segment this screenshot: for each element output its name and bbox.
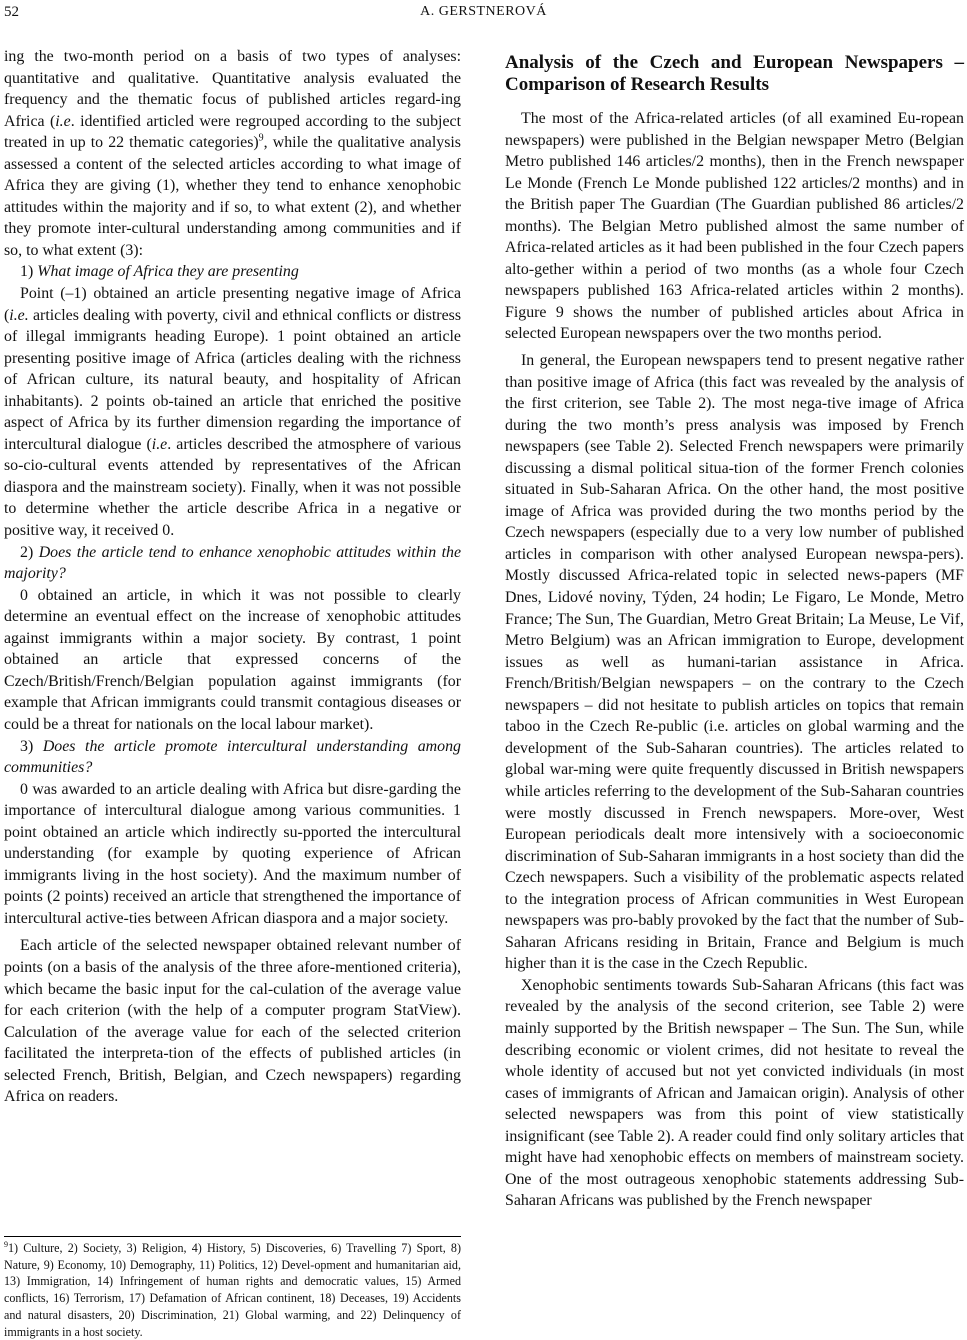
- paragraph: Each article of the selected newspaper obtained relevant number of points (on a basis of the analysis of the three afore-mentioned criteria), which became the basic input for the cal-culation of the average value for each criterion (with the help of a computer program StatView). Calculation of the average value for each of the selected criterion facilitated the interpreta-tion of the effects of published articles (in selected French, British, Belgian, and Czech newspapers) regarding Africa on readers.: [4, 937, 461, 1106]
- paragraph: 0 obtained an article, in which it was not possible to clearly determine an eventual effect on the increase of xenophobic attitudes against immigrants within a major society. By contrast, 1 point obtained an article that expressed concerns of the Czech/British/French/Belgian population against immigrants (for example that African immigrants could transmit contagious diseases or could be a threat for nationals on the local labour market).: [4, 586, 461, 733]
- section-heading: Analysis of the Czech and European Newspapers – Comparison of Research Results: [505, 52, 964, 95]
- page-number: 52: [4, 4, 19, 20]
- paragraph: In general, the European newspapers tend to present negative rather than positive image of Africa (this fact was revealed by the analysis of the first criterion, see Table 2). The most nega-tive image of Africa during the two month’s press analysis was imposed by French newspapers (see Table 2). Selected French newspapers were primarily discussing a dismal political situa-tion of the former French colonies situated in Sub-Saharan Africa. On the other hand, the most positive image of Africa was provided during the two months period by the Czech newspapers (especially due to a very low number of published articles in comparison with other analysed European newspa-pers). Mostly discussed Africa-related topic in selected news-papers (MF Dnes, Lidové noviny, Týden, 24 hodin; Le Figaro, Le Monde, Metro France; The Sun, The Guardian, Metro Great Britain; La Meuse, Le Vif, Metro Belgium) was an African immigration to Europe, development issues as well as humani-tarian assistance in Africa. French/British/Belgian newspapers – on the contrary to the Czech newspapers – did not hesitate to publish articles on topics that remain taboo in the Czech Re-public (i.e. articles on global warming and the development of the Sub-Saharan countries). The articles related to global war-ming were quite frequently discussed in British newspapers while articles referring to the development of the Sub-Saharan countries were mostly discussed in French newspapers. More-over, West European periodicals dealt more intensively with a socioeconomic discrimination of Sub-Saharan immigrants in a host society than did the Czech newspapers. Such a visibility of the problematic aspects related to the integration process of African communities in West European newspapers was pro-bably provoked by the fact that the number of Sub-Saharan Africans residing in Britain, France and Belgium is much higher than it is the case in the Czech Republic.: [505, 352, 964, 973]
- paragraph: Point (–1) obtained an article presenting negative image of Africa (i.e. articles dealing with poverty, civil and ethnical conflicts or distress of illegal immigrants heading Europe). 1 point obtained an article presenting positive image of Africa (articles dealing with the richness of African culture, its natural beauty, and hospitality of African inhabitants). 2 points ob-tained an article that enriched the positive aspect of Africa by its further dimension regarding the importance of intercultural dialogue (i.e. articles described the atmosphere of various so-cio-cultural events attended by representatives of the African diaspora and the mainstream society). Finally, when it was not possible to determine whether the article describe Africa in a negative or positive way, it received 0.: [4, 285, 461, 540]
- footnote: $^9$1) Culture, 2) Society, 3) Religion, 4) History, 5) Discoveries, 6) Travelling 7) Sport, 8) Nature, 9) Economy, 10) Demography, 11) Politics, 12) Devel-opment and humanitarian aid, 13) Immigration, 14) Infringement of human rights and democratic values, 15) Armed conflicts, 16) Terrorism, 17) Defamation of African continent, 18) Deceases, 19) Accidents and natural disasters, 20) Discrimination, 21) Global warming, and 22) Delinquency of immigrants in a host society.: [4, 1239, 461, 1339]
- paragraph: The most of the Africa-related articles (of all examined Eu-ropean newspapers) were published in the Belgian newspaper Metro (Belgian Metro published 146 articles/2 months), then in the French newspaper Le Monde (French Le Monde published 122 articles/2 months) and in the British paper The Guardian (The Guardian published 86 articles/2 months). The Belgian Metro published almost the same number of Africa-related articles as it had been published in the four Czech papers alto-gether within a period of two months (as a whole four Czech newspapers published 163 Africa-related articles within 2 months). Figure 9 shows the number of published articles about Africa in selected European newspapers over the two months period.: [505, 110, 964, 343]
- criterion-heading-1: 1) What image of Africa they are presenting: [20, 263, 299, 281]
- paragraph: 0 was awarded to an article dealing with Africa but disre-garding the importance of intercultural dialogue among various communities. 1 point obtained an article which indirectly su-pported the intercultural understanding (for example by quoting experience of African immigrants living in the host society). And the maximum number of points (2 points) received an article that strengthened the importance of intercultural active-ties between African diaspora and a major society.: [4, 780, 461, 927]
- footnote-ref: 9: [258, 132, 264, 144]
- criterion-heading-3: 3) Does the article promote intercultural understanding among communities?: [4, 737, 461, 777]
- paragraph: ing the two-month period on a basis of two types of analyses: quantitative and qualitative. Quantitative analysis evaluated the frequency and the thematic focus of published articles regard-ing Africa (i.e. identified articled were regrouped according to the subject treated in up to 22 thematic categories)$^9$, while the qualitative analysis assessed a content of the selected articles according to what image of Africa they are giving (1), whether they tend to enhance xenophobic attitudes within the majority and if so, to what extent (2), and whether they promote inter-cultural understanding among communities and if so, to what extent (3):: [4, 48, 461, 259]
- running-head: A. GERSTNEROVÁ: [420, 4, 547, 19]
- criterion-heading-2: 2) Does the article tend to enhance xenophobic attitudes within the majority?: [4, 543, 461, 583]
- footnote-divider: [4, 1236, 461, 1237]
- right-column: [505, 46, 964, 1212]
- page-header: [0, 0, 967, 30]
- left-column: [4, 46, 461, 1108]
- paragraph: Xenophobic sentiments towards Sub-Saharan Africans (this fact was revealed by the analysis of the second criterion, see Table 2) were mainly supported by the British newspaper – The Sun. The Sun, while describing economic or violent crimes, did not hesitate to reveal the whole identity of accused but not yet convicted individuals (in most cases of immigrants of African and Jamaican origin). Analysis of other selected newspapers was from this point of view statistically insignificant (see Table 2). A reader could find only solitary articles that might have had xenophobic effects on members of mainstream society. One of the most outrageous xenophobic statements addressing Sub-Saharan Africans was published by the French newspaper: [505, 976, 964, 1210]
